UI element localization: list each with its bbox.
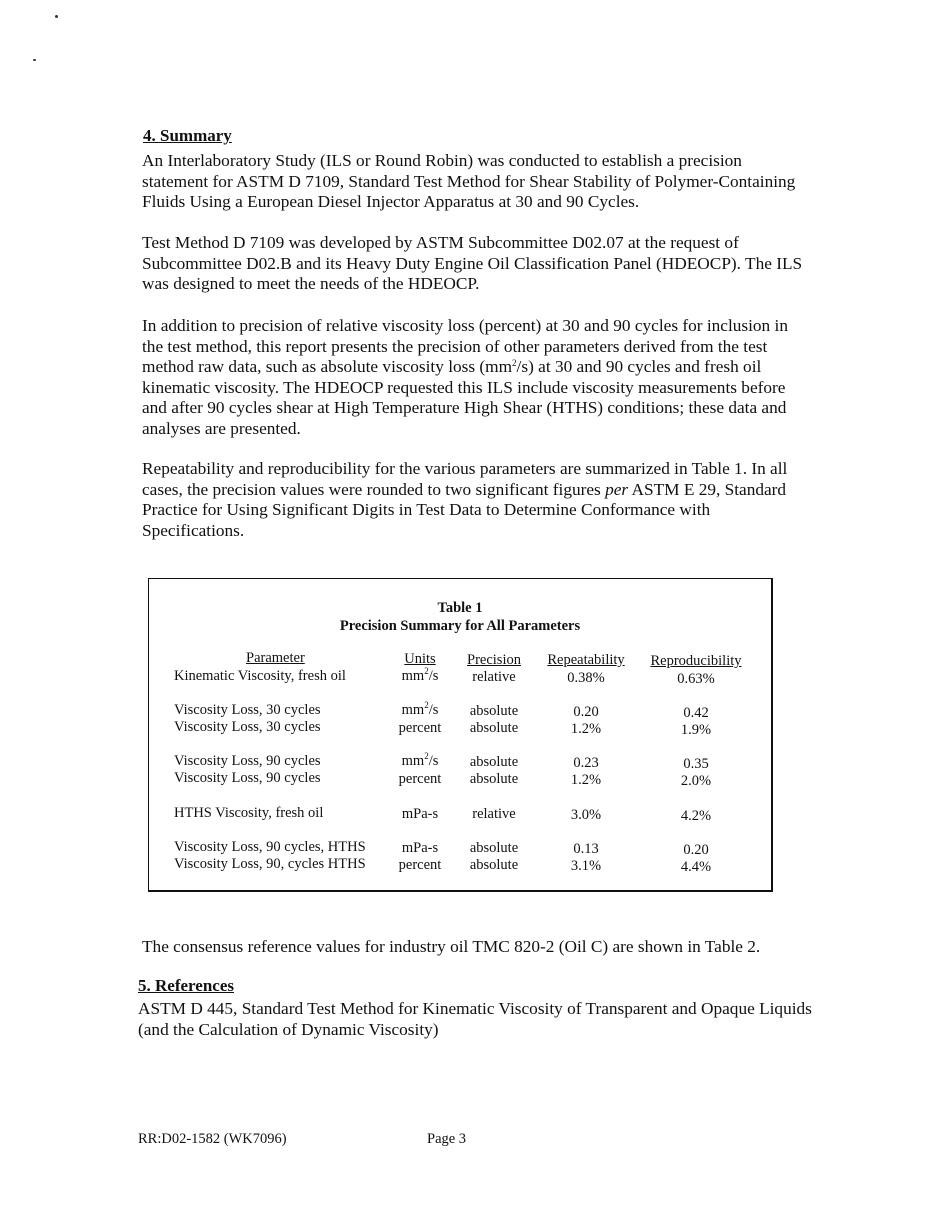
header-repeatability: Repeatability <box>547 652 625 668</box>
table-row-parameter: Viscosity Loss, 90 cycles <box>174 770 321 786</box>
references-paragraph: ASTM D 445, Standard Test Method for Kinematic Viscosity of Transparent and Opaque Liquids (and the Calculation of Dynamic Viscosity) <box>138 999 812 1039</box>
table-row-units: percent <box>398 857 442 873</box>
table-row-parameter: Viscosity Loss, 30 cycles <box>174 702 321 718</box>
table-row-precision: absolute <box>469 754 519 770</box>
table-row-repeatability: 0.38% <box>567 670 605 686</box>
table-row-reproducibility: 4.2% <box>680 808 712 824</box>
precision-summary-table <box>148 578 773 892</box>
summary-paragraph-4: Repeatability and reproducibility for the various parameters are summarized in Table 1. In all cases, the precision values were rounded to two significant figures per ASTM E 29, Standard Practice for Using Significant Digits in Test Data to Determine Conformance with Specifications. <box>142 459 788 540</box>
table-row-parameter: Viscosity Loss, 90 cycles <box>174 753 321 769</box>
scan-speck <box>55 15 58 18</box>
table-row-precision: relative <box>472 669 516 685</box>
table-row-reproducibility: 0.20 <box>683 842 709 858</box>
table-row-repeatability: 0.23 <box>573 755 599 771</box>
table-subtitle: Precision Summary for All Parameters <box>339 618 581 634</box>
table-row-units: $mm^2/s$ <box>401 700 439 718</box>
table-row-units: mPa-s <box>401 806 439 822</box>
table-row-repeatability: 1.2% <box>570 772 602 788</box>
table-row-precision: absolute <box>469 857 519 873</box>
table-row-repeatability: 1.2% <box>570 721 602 737</box>
table-row-parameter: Viscosity Loss, 90 cycles, HTHS <box>174 839 366 855</box>
table-row-parameter: Kinematic Viscosity, fresh oil <box>174 668 346 684</box>
table-row-reproducibility: 2.0% <box>680 773 712 789</box>
table-row-units: $mm^2/s$ <box>401 751 439 769</box>
table-row-reproducibility: 0.63% <box>677 671 715 687</box>
table-row-reproducibility: 0.42 <box>683 705 709 721</box>
table-row-units: percent <box>398 771 442 787</box>
summary-paragraph-2: Test Method D 7109 was developed by ASTM Subcommittee D02.07 at the request of Subcommittee D02.B and its Heavy Duty Engine Oil Classification Panel (HDEOCP). The ILS was designed to meet the needs of the HDEOCP. <box>142 233 803 294</box>
table-row-units: mPa-s <box>401 840 439 856</box>
table-row-repeatability: 0.20 <box>573 704 599 720</box>
table-row-precision: absolute <box>469 720 519 736</box>
summary-paragraph-3: In addition to precision of relative viscosity loss (percent) at 30 and 90 cycles for inclusion in the test method, this report presents the precision of other parameters derived from the test method raw data, such as absolute viscosity loss $(mm^2/s)$ at 30 and 90 cycles and fresh oil kinematic viscosity. The HDEOCP requested this ILS include viscosity measurements before and after 90 cycles shear at High Temperature High Shear (HTHS) conditions; these data and analyses are presented. <box>142 316 788 438</box>
consensus-paragraph: The consensus reference values for industry oil TMC 820-2 (Oil C) are shown in Table 2. <box>142 937 761 956</box>
footer-page-number: Page 3 <box>427 1131 467 1147</box>
table-row-reproducibility: 0.35 <box>683 756 709 772</box>
table-row-parameter: HTHS Viscosity, fresh oil <box>174 805 324 821</box>
table-row-precision: absolute <box>469 840 519 856</box>
table-title: Table 1 <box>437 600 483 616</box>
table-row-reproducibility: 4.4% <box>680 859 712 875</box>
header-parameter: Parameter <box>246 650 305 666</box>
table-row-parameter: Viscosity Loss, 30 cycles <box>174 719 321 735</box>
header-reproducibility: Reproducibility <box>650 653 742 669</box>
table-row-precision: absolute <box>469 703 519 719</box>
scan-speck <box>33 59 36 61</box>
table-row-units: $mm^2/s$ <box>401 666 439 684</box>
table-row-repeatability: 0.13 <box>573 841 599 857</box>
table-row-precision: relative <box>472 806 516 822</box>
table-row-precision: absolute <box>469 771 519 787</box>
table-row-reproducibility: 1.9% <box>680 722 712 738</box>
header-precision: Precision <box>467 652 521 668</box>
references-heading: 5. References <box>138 976 234 995</box>
summary-heading: 4. Summary <box>143 126 232 145</box>
summary-paragraph-1: An Interlaboratory Study (ILS or Round Robin) was conducted to establish a precision statement for ASTM D 7109, Standard Test Method for Shear Stability of Polymer-Containing Fluids Using a European Diesel Injector Apparatus at 30 and 90 Cycles. <box>142 151 796 212</box>
table-row-repeatability: 3.1% <box>570 858 602 874</box>
table-row-units: percent <box>398 720 442 736</box>
header-units: Units <box>404 651 436 667</box>
table-row-repeatability: 3.0% <box>570 807 602 823</box>
table-row-parameter: Viscosity Loss, 90, cycles HTHS <box>174 856 366 872</box>
footer-document-id: RR:D02-1582 (WK7096) <box>138 1131 287 1147</box>
